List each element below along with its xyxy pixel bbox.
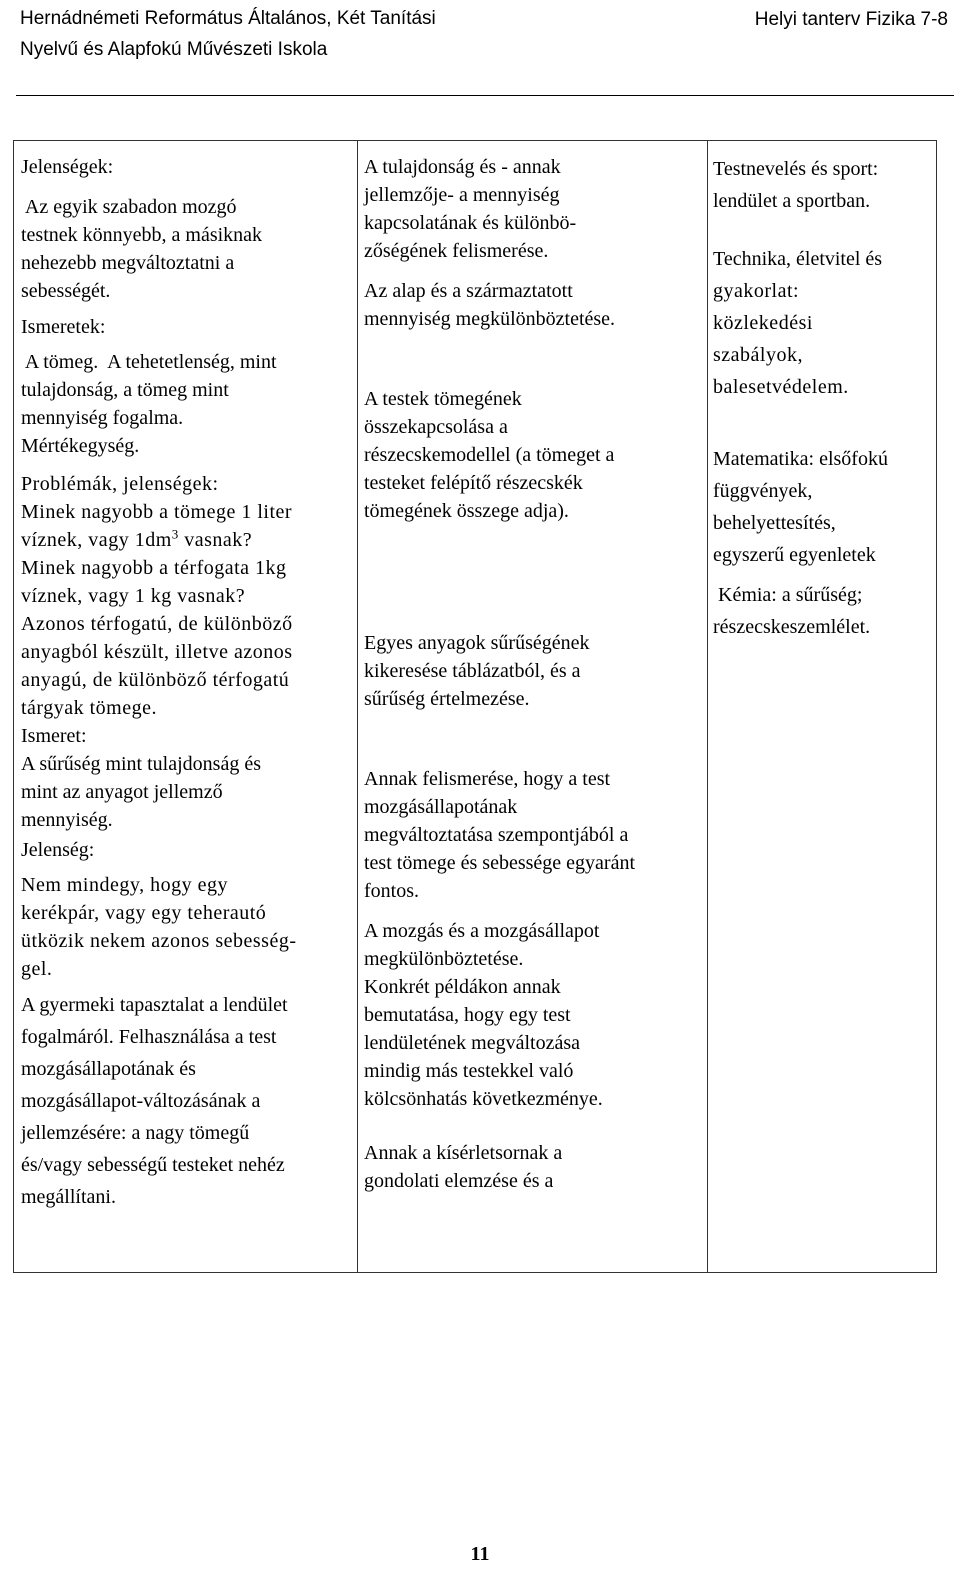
- goals-column: [358, 141, 708, 1272]
- document-title: Helyi tanterv Fizika 7-8: [754, 9, 948, 30]
- text-line: Az egyik szabadon mozgó: [21, 196, 237, 218]
- curriculum-table: [13, 140, 937, 1273]
- text-line: és/vagy sebességű testeket nehéz: [21, 1154, 285, 1176]
- text-line: A tulajdonság és - annak: [364, 156, 561, 178]
- text-line: Annak a kísérletsornak a: [364, 1142, 563, 1164]
- col2-text: [364, 153, 635, 1195]
- school-name: [20, 3, 436, 65]
- text-line: Azonos térfogatú, de különböző: [21, 613, 293, 635]
- text-line: fontos.: [364, 880, 419, 902]
- text-line: mennyiség megkülönböztetése.: [364, 308, 616, 330]
- text-line: víznek, vagy 1 kg vasnak?: [21, 585, 246, 607]
- text-line: Mértékegység.: [21, 435, 140, 457]
- text-line: Ismeretek:: [21, 316, 106, 338]
- text-line: részecskeszemlélet.: [713, 616, 871, 638]
- text-line: zőségének felismerése.: [364, 240, 549, 262]
- text-line: Kémia: a sűrűség;: [713, 584, 863, 606]
- text-line: kölcsönhatás következménye.: [364, 1088, 603, 1110]
- text-line: jellemzésére: a nagy tömegű: [21, 1122, 250, 1144]
- text-line: balesetvédelem.: [713, 376, 849, 398]
- page-number: 11: [470, 1543, 490, 1565]
- text-line: A sűrűség mint tulajdonság és: [21, 753, 261, 775]
- text-line: testeket felépítő részecskék: [364, 472, 583, 494]
- text-line: összekapcsolása a: [364, 416, 508, 438]
- text-line: Jelenségek:: [21, 156, 114, 178]
- text-line: részecskemodellel (a tömeget a: [364, 444, 615, 466]
- text-line: közlekedési: [713, 312, 813, 334]
- text-line: A testek tömegének: [364, 388, 522, 410]
- text-line: anyagból készült, illetve azonos: [21, 641, 293, 663]
- text-line: tárgyak tömege.: [21, 697, 157, 719]
- text-line: testnek könnyebb, a másiknak: [21, 224, 263, 246]
- text-line: A tömeg. A tehetetlenség, mint: [21, 351, 277, 373]
- page-header: [0, 0, 960, 96]
- text-line: mennyiség.: [21, 809, 113, 831]
- text-line: tulajdonság, a tömeg mint: [21, 379, 229, 401]
- col3-text: [713, 153, 888, 643]
- text-line: kerékpár, vagy egy teherautó: [21, 902, 267, 924]
- text-line: fogalmáról. Felhasználása a test: [21, 1026, 277, 1048]
- text-line: bemutatása, hogy egy test: [364, 1004, 571, 1026]
- text-line: megállítani.: [21, 1186, 116, 1208]
- text-line: Egyes anyagok sűrűségének: [364, 632, 590, 654]
- text-line: gel.: [21, 958, 53, 980]
- text-line: mindig más testekkel való: [364, 1060, 574, 1082]
- text-line: Matematika: elsőfokú: [713, 448, 888, 470]
- text-line: megkülönböztetése.: [364, 948, 524, 970]
- school-name-line-2: Nyelvű és Alapfokú Művészeti Iskola: [20, 39, 328, 60]
- col1-text: [21, 153, 296, 1213]
- text-line: test tömege és sebessége egyaránt: [364, 852, 636, 874]
- text-line: gyakorlat:: [713, 280, 800, 302]
- text-line: kikeresése táblázatból, és a: [364, 660, 581, 682]
- connections-column: [708, 141, 936, 1272]
- text-line: víznek, vagy $1dm^3$ vasnak?: [21, 526, 253, 551]
- text-line: jellemzője- a mennyiség: [364, 184, 560, 206]
- text-line: Problémák, jelenségek:: [21, 473, 219, 495]
- text-line: megváltoztatása szempontjából a: [364, 824, 629, 846]
- text-line: A mozgás és a mozgásállapot: [364, 920, 600, 942]
- text-line: függvények,: [713, 480, 813, 502]
- text-line: lendület a sportban.: [713, 190, 871, 212]
- text-line: Minek nagyobb a térfogata 1kg: [21, 557, 287, 579]
- text-line: nehezebb megváltoztatni a: [21, 252, 235, 274]
- text-line: mint az anyagot jellemző: [21, 781, 223, 803]
- text-line: sebességét.: [21, 280, 111, 302]
- text-line: Technika, életvitel és: [713, 248, 883, 270]
- text-line: egyszerű egyenletek: [713, 544, 876, 566]
- text-line: Jelenség:: [21, 839, 95, 861]
- text-line: Ismeret:: [21, 725, 87, 747]
- text-line: ütközik nekem azonos sebesség-: [21, 930, 297, 952]
- text-line: mozgásállapot-változásának a: [21, 1090, 261, 1112]
- text-line: gondolati elemzése és a: [364, 1170, 554, 1192]
- text-line: mennyiség fogalma.: [21, 407, 184, 429]
- text-line: A gyermeki tapasztalat a lendület: [21, 994, 288, 1016]
- header-rule: [16, 95, 954, 96]
- text-line: Nem mindegy, hogy egy: [21, 874, 228, 896]
- text-line: tömegének összege adja).: [364, 500, 569, 522]
- school-name-line-1: Hernádnémeti Református Általános, Két Tanítási: [20, 8, 436, 29]
- text-line: anyagú, de különböző térfogatú: [21, 669, 290, 691]
- text-line: Az alap és a származtatott: [364, 280, 573, 302]
- text-line: kapcsolatának és különbö-: [364, 212, 577, 234]
- text-line: Annak felismerése, hogy a test: [364, 768, 611, 790]
- text-line: behelyettesítés,: [713, 512, 836, 534]
- text-line: szabályok,: [713, 344, 803, 366]
- text-line: Konkrét példákon annak: [364, 976, 561, 998]
- text-line: mozgásállapotának: [364, 796, 518, 818]
- text-line: mozgásállapotának és: [21, 1058, 196, 1080]
- topics-column: [14, 141, 358, 1272]
- text-line: lendületének megváltozása: [364, 1032, 581, 1054]
- text-line: Testnevelés és sport:: [713, 158, 879, 180]
- text-line: Minek nagyobb a tömege 1 liter: [21, 501, 293, 523]
- text-line: sűrűség értelmezése.: [364, 688, 530, 710]
